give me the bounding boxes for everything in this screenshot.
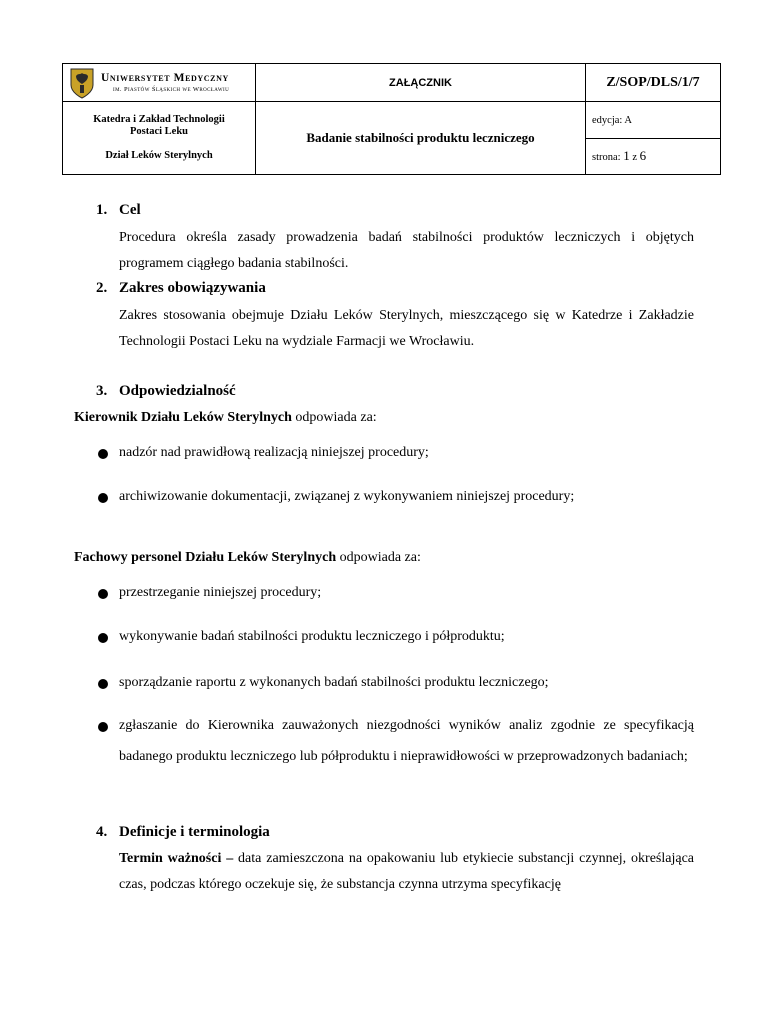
edition-cell [586,102,721,138]
document-code: Z/SOP/DLS/1/7 [586,64,721,102]
list-item [98,667,694,698]
section-1-number: 1. [96,202,108,218]
list-item-text: przestrzeganie niniejszej procedury; [119,585,322,600]
responsibility-group-2 [74,550,421,566]
attachment-label: ZAŁĄCZNIK [256,64,586,102]
page-current: 1 [623,148,630,164]
list-item [98,437,694,468]
list-item-text: sporządzanie raportu z wykonanych badań stabilności produktu leczniczego; [119,675,549,690]
section-2-number: 2. [96,280,108,296]
group-1-role: Kierownik Działu Leków Sterylnych [74,410,292,425]
edition-value: A [624,114,632,126]
section-3-number: 3. [96,383,108,399]
bullet-icon [98,722,108,732]
list-item [98,577,694,608]
list-item [98,710,694,772]
page-of: z [632,152,637,164]
bullet-icon [98,589,108,599]
section-2-heading [96,280,266,297]
group-1-suffix: odpowiada za: [291,410,377,425]
division-name: Dział Leków Sterylnych [105,150,213,162]
university-name: Uniwersytet Medyczny [101,71,229,84]
section-4-heading [96,824,270,841]
bullet-icon [98,633,108,643]
page-total: 6 [639,148,647,164]
group-2-suffix: odpowiada za: [336,550,421,565]
bullet-icon [98,449,108,459]
edition-label: edycja: [592,114,623,126]
department-cell [63,102,256,175]
document-header-table [62,63,721,175]
department-line2: Postaci Leku [129,126,189,138]
procedure-title: Badanie stabilności produktu leczniczego [256,102,586,175]
section-4-text [119,846,694,898]
section-1-title: Cel [119,202,141,218]
university-logo-cell [63,64,256,102]
responsibility-group-1 [74,410,377,426]
list-item-text: wykonywanie badań stabilności produktu leczniczego i półproduktu; [119,629,505,644]
section-1-text: Procedura określa zasady prowadzenia badań stabilności produktów leczniczych i objętych programem ciągłego badania stabilności. [119,230,694,271]
list-item-text: nadzór nad prawidłową realizacją niniejszej procedury; [119,445,429,460]
list-item-text: archiwizowanie dokumentacji, związanej z wykonywaniem niniejszej procedury; [119,489,575,504]
section-3-title: Odpowiedzialność [119,383,236,399]
section-4-number: 4. [96,824,108,840]
list-item-text: zgłaszanie do Kierownika zauważonych niezgodności wyników analiz zgodnie ze specyfikacją badanego produktu leczniczego lub półproduktu i nieprawidłowości w przeprowadzonych badaniach; [119,718,694,764]
section-1-heading [96,202,141,219]
university-subtitle: im. Piastów Śląskich we Wrocławiu [113,85,230,93]
section-2-text: Zakres stosowania obejmuje Działu Leków Sterylnych, mieszczącego się w Katedrze i Zakładzie Technologii Postaci Leku na wydziale Farmacji we Wrocławiu. [119,308,694,349]
term-definition: data zamieszczona na opakowaniu lub etykiecie substancji czynnej, określająca czas, podczas którego oczekuje się, że substancja czynna utrzyma specyfikację [119,851,694,892]
department-line1: Katedra i Zakład Technologii [93,114,225,126]
term-name: Termin ważności – [119,851,234,866]
list-item [98,621,694,652]
bullet-icon [98,679,108,689]
university-crest-icon [69,67,95,99]
section-4-title: Definicje i terminologia [119,824,270,840]
page-cell [586,138,721,174]
section-3-heading [96,383,236,400]
list-item [98,481,694,512]
bullet-icon [98,493,108,503]
section-2-title: Zakres obowiązywania [119,280,266,296]
group-2-role: Fachowy personel Działu Leków Sterylnych [74,550,337,565]
page-label: strona: [592,152,621,164]
